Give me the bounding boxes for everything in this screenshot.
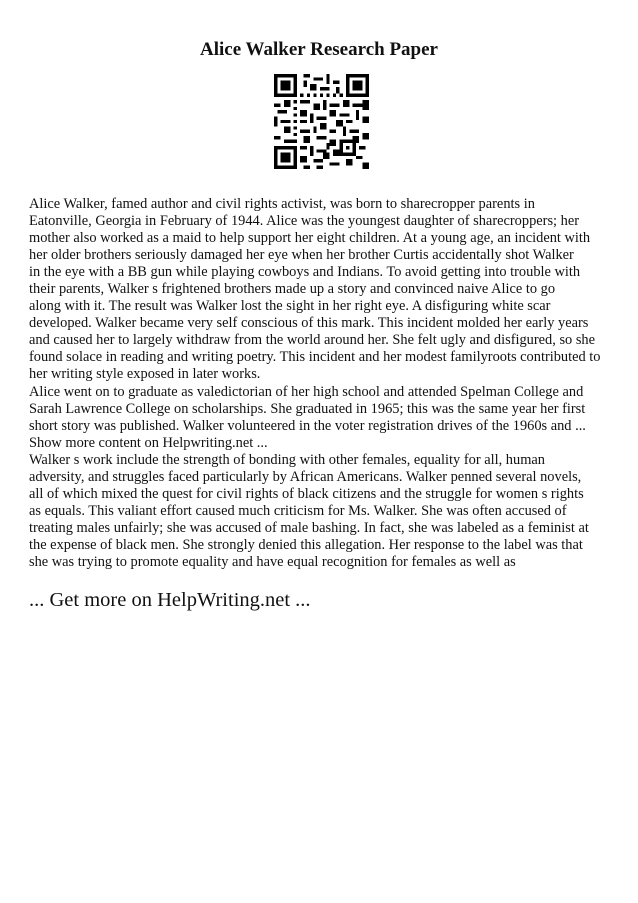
body-line: developed. Walker became very self conscious of this mark. This incident molded her early years (29, 315, 589, 332)
body-line: treating males unfairly; she was accused of male bashing. In fact, she was labeled as a feminist at (29, 519, 589, 536)
body-line: in the eye with a BB gun while playing cowboys and Indians. To avoid getting into trouble with (29, 264, 581, 281)
body-line: Sarah Lawrence College on scholarships. She graduated in 1965; this was the same year her first (29, 400, 586, 417)
qr-code-icon (274, 74, 369, 169)
body-line: adversity, and struggles faced particularly by African Americans. Walker penned several novels, (29, 468, 582, 485)
body-line: Walker s work include the strength of bonding with other females, equality for all, human (29, 451, 545, 468)
body-line: found solace in reading and writing poetry. This incident and her modest familyroots contributed to (29, 349, 601, 366)
body-line: short story was published. Walker volunteered in the voter registration drives of the 1960s and ... (29, 417, 586, 434)
body-line: along with it. The result was Walker lost the sight in her right eye. A disfiguring white scar (29, 298, 551, 315)
show-more-link[interactable]: Show more content on Helpwriting.net ... (29, 434, 268, 451)
body-line: her older brothers seriously damaged her eye when her brother Curtis accidentally shot Walker (29, 247, 574, 264)
body-line: and caused her to largely withdraw from the world around her. She felt ugly and disfigured, so she (29, 332, 596, 349)
document-title: Alice Walker Research Paper (200, 39, 438, 60)
body-line: Alice went on to graduate as valedictorian of her high school and attended Spelman College and (29, 383, 584, 400)
body-line: mother also worked as a maid to help support her eight children. At a young age, an incident with (29, 230, 591, 247)
body-line: her writing style exposed in later works. (29, 366, 261, 383)
body-line: their parents, Walker s frightened brothers made up a story and convinced naive Alice to go (29, 281, 556, 298)
article-body (29, 196, 614, 571)
body-line: Alice Walker, famed author and civil rights activist, was born to sharecropper parents in (29, 196, 535, 212)
get-more-link[interactable]: ... Get more on HelpWriting.net ... (29, 589, 311, 611)
body-line: the expense of black men. She strongly denied this allegation. Her response to the label was that (29, 536, 583, 553)
body-line: Eatonville, Georgia in February of 1944. Alice was the youngest daughter of sharecroppers; her (29, 213, 580, 230)
body-line: all of which mixed the quest for civil rights of black citizens and the struggle for women s rights (29, 485, 584, 502)
body-line: she was trying to promote equality and have equal recognition for females as well as (29, 553, 516, 570)
body-line: as equals. This valiant effort caused much criticism for Ms. Walker. She was often accused of (29, 502, 567, 519)
